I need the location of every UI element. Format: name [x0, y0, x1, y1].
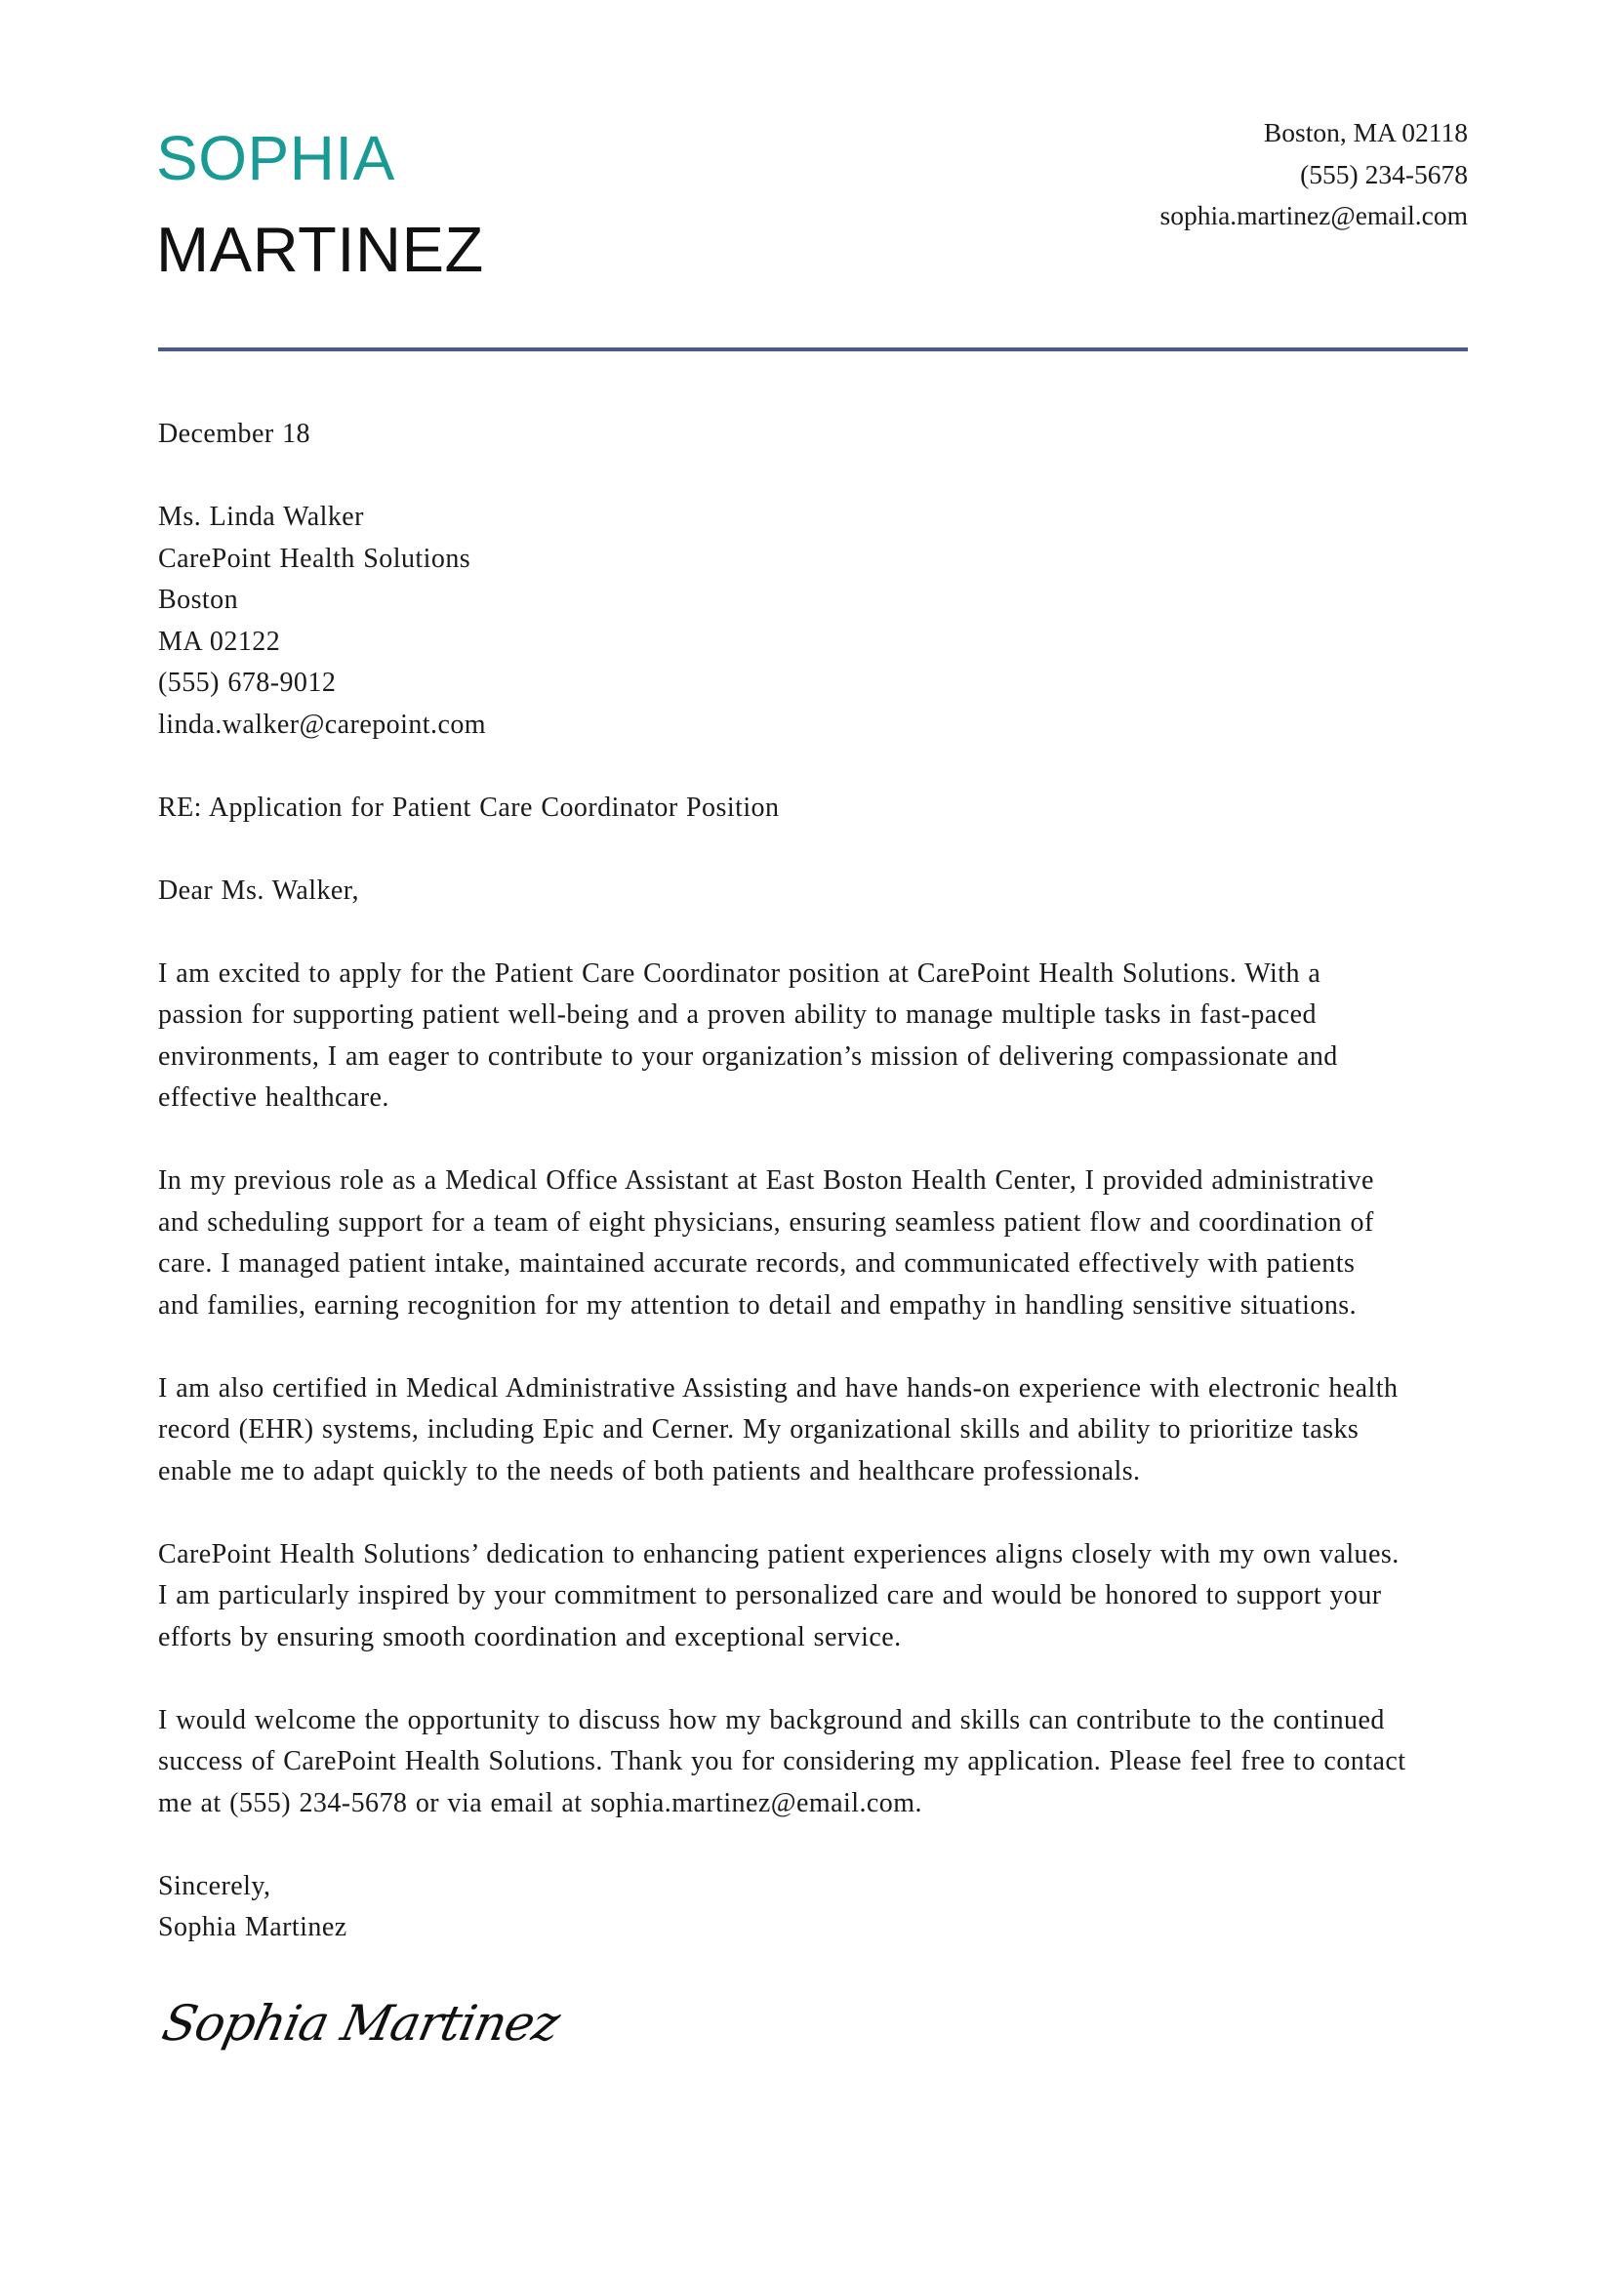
paragraph-line: success of CarePoint Health Solutions. Thank you for considering my application. Please feel free to contact [158, 1746, 1406, 1776]
applicant-last-name: MARTINEZ [156, 214, 484, 285]
paragraph-line: passion for supporting patient well-being and a proven ability to manage multiple tasks in fast-paced [158, 999, 1317, 1030]
paragraph-line: and scheduling support for a team of eight physicians, ensuring seamless patient flow and coordination of [158, 1206, 1374, 1238]
paragraph-line: I am excited to apply for the Patient Care Coordinator position at CarePoint Health Solutions. With a [158, 957, 1321, 989]
sender-contact-block [1160, 112, 1469, 237]
recipient-state-zip: MA 02122 [158, 626, 281, 657]
paragraph-closing [158, 1700, 1476, 1825]
paragraph-line: I am particularly inspired by your commitment to personalized care and would be honored to support your [158, 1580, 1382, 1610]
paragraph-line: environments, I am eager to contribute to your organization’s mission of delivering compassionate and [158, 1040, 1338, 1072]
recipient-name: Ms. Linda Walker [158, 502, 364, 532]
paragraph-line: I would welcome the opportunity to discuss how my background and skills can contribute to the continued [158, 1704, 1385, 1735]
handwritten-signature: Sophia Martinez [157, 1995, 564, 2052]
paragraph-line: and families, earning recognition for my attention to detail and empathy in handling sensitive situations. [158, 1289, 1358, 1321]
recipient-email: linda.walker@carepoint.com [158, 709, 487, 740]
signer-name: Sophia Martinez [158, 1912, 347, 1942]
paragraph-certification [158, 1368, 1476, 1493]
closing-text: Sincerely, [158, 1870, 271, 1901]
paragraph-line: CarePoint Health Solutions’ dedication to enhancing patient experiences aligns closely with my own values. [158, 1538, 1400, 1569]
subject-text: RE: Application for Patient Care Coordinator Position [158, 792, 780, 823]
recipient-city: Boston [158, 585, 239, 615]
sender-email: sophia.martinez@email.com [1159, 200, 1468, 230]
salutation [158, 871, 1476, 913]
salutation-text: Dear Ms. Walker, [158, 875, 359, 906]
paragraph-values [158, 1534, 1476, 1659]
sender-phone: (555) 234-5678 [1300, 158, 1468, 189]
paragraph-intro [158, 954, 1476, 1120]
paragraph-line: I am also certified in Medical Administrative Assisting and have hands-on experience with electronic health [158, 1372, 1399, 1404]
paragraph-line: care. I managed patient intake, maintained accurate records, and communicated effectively with patients [158, 1248, 1356, 1279]
recipient-company: CarePoint Health Solutions [158, 543, 471, 574]
paragraph-line: efforts by ensuring smooth coordination and exceptional service. [158, 1621, 902, 1652]
paragraph-experience [158, 1160, 1476, 1326]
header-divider [158, 347, 1468, 351]
paragraph-line: record (EHR) systems, including Epic and Cerner. My organizational skills and ability to prioritize tasks [158, 1414, 1360, 1445]
letter-date [158, 414, 1476, 456]
sign-off [158, 1866, 1476, 1949]
recipient-block [158, 497, 1476, 746]
paragraph-line: effective healthcare. [158, 1082, 389, 1113]
paragraph-line: enable me to adapt quickly to the needs of both patients and healthcare professionals. [158, 1455, 1141, 1486]
date-text: December 18 [158, 419, 310, 449]
paragraph-line: In my previous role as a Medical Office Assistant at East Boston Health Center, I provided administrative [158, 1165, 1374, 1196]
paragraph-line: me at (555) 234-5678 or via email at sophia.martinez@email.com. [158, 1787, 922, 1818]
subject-line [158, 788, 1476, 830]
sender-address: Boston, MA 02118 [1263, 117, 1468, 147]
applicant-first-name: SOPHIA [156, 123, 395, 193]
recipient-phone: (555) 678-9012 [158, 668, 337, 698]
letter-body [158, 414, 1476, 1990]
